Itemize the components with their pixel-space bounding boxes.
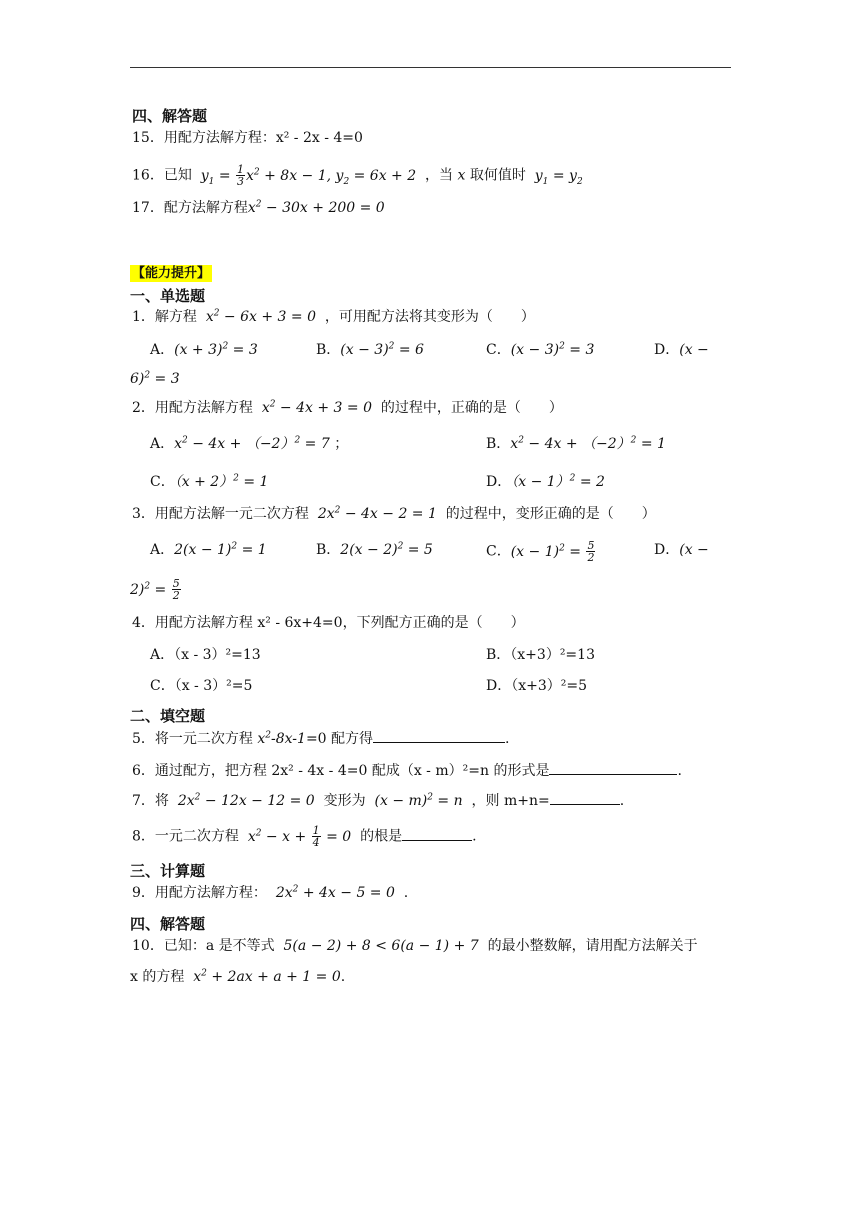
question-5: 5．将一元二次方程 $x^2-8x-1=0$ 配方得 . bbox=[132, 728, 509, 749]
question-16 bbox=[132, 164, 583, 187]
q16-when: ，当 bbox=[425, 167, 454, 184]
question-10 bbox=[132, 936, 698, 956]
question-4: 4．用配方法解方程 x² - 6x+4=0，下列配方正确的是（ ） bbox=[132, 615, 525, 631]
answer-blank[interactable] bbox=[549, 760, 677, 775]
q2-stem-tail: 的过程中，正确的是（ ） bbox=[380, 400, 563, 416]
section-heading: 二、填空题 bbox=[130, 707, 206, 725]
q3-option-d-cont: 2)$^2$ = $\frac{5}{2}$ bbox=[130, 577, 180, 602]
question-17 bbox=[132, 198, 385, 218]
q10-stem-tail: 的最小整数解，请用配方法解关于 bbox=[487, 938, 698, 954]
q9-stem: 9．用配方法解方程： bbox=[132, 885, 267, 901]
q17-text: 17．配方法解方程 bbox=[132, 200, 248, 216]
q4-option-d: D．（x+3）²=5 bbox=[486, 678, 588, 694]
q17-equation: $x^2 - 30x + 200 = 0$ bbox=[247, 199, 385, 216]
q1-option-d: D．(x − bbox=[654, 342, 709, 358]
q3-equation: $2x^2 - 4x - 2 = 1$ bbox=[313, 505, 442, 522]
q7-equation: $2x^2 - 12x - 12 = 0$ bbox=[173, 792, 320, 809]
q3-option-b: B．$2(x - 2)^2 = 5$ bbox=[316, 541, 433, 558]
q2-option-b: B．$x^2 - 4x + (-2)^2 = 1$ bbox=[486, 435, 666, 452]
section-heading: 四、解答题 bbox=[132, 107, 208, 125]
q4-option-b: B．（x+3）²=13 bbox=[486, 647, 595, 663]
q8-stem: 8．一元二次方程 bbox=[132, 828, 239, 845]
ability-label bbox=[130, 263, 212, 284]
header-rule bbox=[130, 67, 731, 68]
answer-blank[interactable] bbox=[373, 728, 505, 743]
q1-stem: 1．解方程 bbox=[132, 309, 197, 325]
q4-option-a: A．（x - 3）²=13 bbox=[150, 647, 261, 663]
q3-stem: 3．用配方法解一元二次方程 bbox=[132, 506, 309, 522]
section-heading: 一、单选题 bbox=[130, 287, 206, 305]
question-3 bbox=[132, 504, 656, 524]
q16-ask: 取何值时 bbox=[469, 167, 526, 184]
question-10-line2: x 的方程 $x^2 + 2ax + a + 1 = 0$. bbox=[130, 968, 346, 985]
q1-stem-tail: ，可用配方法将其变形为（ ） bbox=[324, 309, 535, 325]
q16-prefix: 16．已知 bbox=[132, 167, 192, 184]
question-2 bbox=[132, 398, 563, 418]
question-6: 6．通过配方，把方程 2x² - 4x - 4=0 配成（x - m）²=n 的形式是 . bbox=[132, 760, 682, 781]
section-heading: 三、计算题 bbox=[130, 862, 206, 880]
q1-option-d-cont: 6)$^2$ = 3 bbox=[130, 370, 180, 387]
q2-equation: $x^2 - 4x + 3 = 0$ bbox=[257, 399, 377, 416]
q4-option-c: C．（x - 3）²=5 bbox=[150, 678, 253, 694]
q16-equation: $y_1$ = $\frac{1}{3}$ $x^2 + 8x - 1$, $y_2 = 6x + 2$ bbox=[196, 163, 421, 188]
q7-stem: 7．将 bbox=[132, 793, 169, 809]
answer-blank[interactable] bbox=[550, 790, 620, 805]
q1-option-c: C．$(x - 3)^2 = 3$ bbox=[486, 341, 595, 358]
q2-stem: 2．用配方法解方程 bbox=[132, 400, 253, 416]
q2-option-d: D．$(x - 1)^2 = 2$ bbox=[486, 473, 605, 490]
ability-highlight: 【能力提升】 bbox=[132, 266, 211, 281]
q10-line2: x 的方程 bbox=[130, 969, 185, 985]
question-15: 15．用配方法解方程：x² - 2x - 4=0 bbox=[132, 130, 363, 146]
q5-equation: $x^2-8x-1$ bbox=[257, 730, 306, 747]
q10-equation: $x^2 + 2ax + a + 1 = 0$ bbox=[188, 968, 341, 985]
q3-option-a: A．$2(x - 1)^2 = 1$ bbox=[150, 541, 267, 558]
q1-option-a: A．$(x + 3)^2 = 3$ bbox=[150, 341, 258, 358]
q1-equation: $x^2 - 6x + 3 = 0$ bbox=[201, 308, 321, 325]
q7-form: $(x - m)^2 = n$ bbox=[370, 792, 468, 809]
q5-stem: 5．将一元二次方程 bbox=[132, 731, 258, 747]
question-7: 7．将 $2x^2 - 12x - 12 = 0$ 变形为 $(x - m)^2 = n$ ，则 m+n= . bbox=[132, 790, 624, 811]
q10-inequality: 5(a − 2) + 8 < 6(a − 1) + 7 bbox=[279, 938, 484, 954]
q7-tail: ，则 m+n= bbox=[471, 793, 550, 809]
q8-equation: $x^2 - x$ + $\frac{1}{4}$ = 0 bbox=[243, 824, 356, 849]
q6-stem: 6．通过配方，把方程 2x² - 4x - 4=0 配成（x - m）²=n 的形式是 bbox=[132, 763, 550, 779]
q3-option-c: C．$(x - 1)^2$ = $\frac{5}{2}$ bbox=[486, 539, 595, 564]
q7-mid: 变形为 bbox=[323, 793, 366, 809]
q8-tail: 的根是 bbox=[360, 828, 403, 845]
q9-equation: $2x^2 + 4x - 5 = 0$ bbox=[271, 884, 400, 901]
q16-var: x bbox=[457, 167, 466, 184]
q16-target: $y_1 = y_2$ bbox=[530, 167, 583, 187]
question-9: 9．用配方法解方程： $2x^2 + 4x - 5 = 0$ . bbox=[132, 884, 409, 901]
q5-stem-tail: 配方得 bbox=[331, 731, 374, 747]
question-1 bbox=[132, 307, 535, 327]
answer-blank[interactable] bbox=[402, 826, 472, 841]
q3-option-d: D．(x − bbox=[654, 542, 709, 558]
q3-stem-tail: 的过程中，变形正确的是（ ） bbox=[445, 506, 656, 522]
q2-option-a: A．$x^2 - 4x + (-2)^2 = 7$ ； bbox=[150, 435, 349, 452]
section-heading: 四、解答题 bbox=[130, 915, 206, 933]
q2-option-c: C．$(x + 2)^2 = 1$ bbox=[150, 473, 269, 490]
question-8: 8．一元二次方程 $x^2 - x$ + $\frac{1}{4}$ = 0 的根是 . bbox=[132, 824, 477, 849]
q10-stem: 10．已知：a 是不等式 bbox=[132, 938, 275, 954]
q1-option-b: B．$(x - 3)^2 = 6$ bbox=[316, 341, 424, 358]
